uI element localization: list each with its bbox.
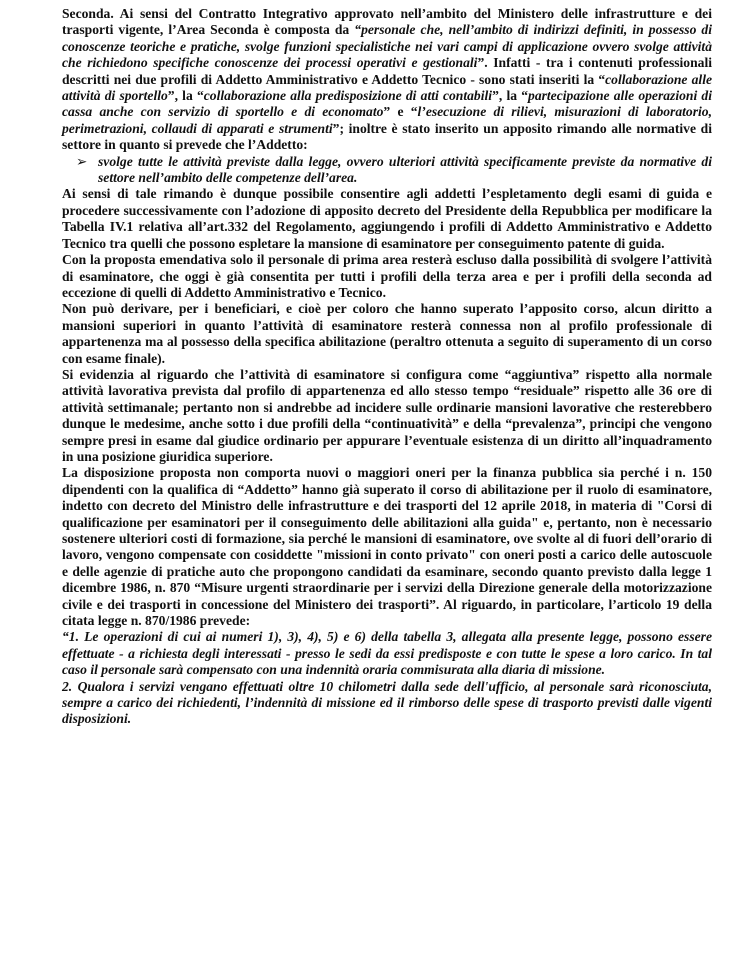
arrow-bullet-icon: ➢	[76, 153, 88, 169]
text-run: ” e “	[383, 104, 418, 120]
text-run: ”; inoltre è stato inserito un apposito rimando alle normative di settore in quanto si prevede che l’Addetto:	[62, 120, 712, 153]
quote-article-2: 2. Qualora i servizi vengano effettuati oltre 10 chilometri dalla sede dell'ufficio, al personale sarà riconosciuta, sempre a carico dei richiedenti, l’indennità di missione ed il rimborso delle spese di trasporto previsti dalle vigenti disposizioni.	[62, 678, 712, 727]
paragraph-beneficiari: Non può derivare, per i beneficiari, e cioè per coloro che hanno superato l’apposito corso, alcun diritto a mansioni superiori in quanto l’attività di esaminatore resterà connessa non al profilo professionale di appartenenza ma al possesso della specifica abilitazione (peraltro ottenuta a seguito di superamento di un corso con esame finale).	[62, 301, 712, 366]
text-run: ”. Infatti - tra i contenuti professionali descritti nei due profili di Addetto Amministrativo e Addetto Tecnico - sono stati inseriti la “	[62, 55, 713, 87]
bullet-item	[62, 154, 712, 187]
quote-run: l’esecuzione di rilievi, misurazioni di laboratorio, perimetrazioni, collaudi di apparati e strumenti	[62, 104, 712, 136]
quote-run: collaborazione alle attività di sportello	[62, 71, 712, 104]
document-page	[62, 6, 712, 728]
quote-article-1: “1. Le operazioni di cui ai numeri 1), 3), 4), 5) e 6) della tabella 3, allegata alla presente legge, possono essere effettuate - a richiesta degli interessati - presso le sedi da essi predisposte e con tutte le spese a loro carico. In tal caso il personale sarà compensato con una indennità oraria commisurata alla diaria di missione.	[62, 629, 712, 678]
text-run: ”, la “	[492, 88, 529, 104]
quote-run: collaborazione alla predisposizione di atti contabili	[203, 88, 493, 104]
paragraph-rimando: Ai sensi di tale rimando è dunque possibile consentire agli addetti l’espletamento degli esami di guida e procedere successivamente con l’adozione di apposito decreto del Presidente della Repubblica per modificare la Tabella IV.1 relativa all’art.332 del Regolamento, aggiungendo i profili di Addetto Amministrativo e Addetto Tecnico tra quelli che possono espletare la mansione di esaminatore per conseguimento patente di guida.	[62, 186, 712, 251]
text-run: ”, la “	[167, 88, 204, 104]
bullet-text: svolge tutte le attività previste dalla legge, ovvero ulteriori attività specificamente previste da normative di settore nell’ambito delle competenze dell’area.	[98, 153, 712, 186]
paragraph-area-seconda	[62, 6, 712, 154]
paragraph-aggiuntiva: Si evidenzia al riguardo che l’attività di esaminatore si configura come “aggiuntiva” rispetto alla normale attività lavorativa prevista dal profilo di appartenenza ed allo stesso tempo “residuale” rispetto alle 36 ore di attività settimanale; pertanto non si andrebbe ad incidere sulle ordinarie mansioni lavorative che resterebbero dunque le medesime, anche sotto i due profili della “continuatività” e della “prevalenza”, principi che vengono sempre presi in esame dal giudice ordinario per appurare l’eventuale esistenza di un diritto all’inquadramento in una posizione giuridica superiore.	[62, 366, 712, 464]
paragraph-proposta: Con la proposta emendativa solo il personale di prima area resterà escluso dalla possibilità di svolgere l’attività di esaminatore, che oggi è già consentita per tutti i profili della terza area e per i profili della seconda ad eccezione di quelli di Addetto Amministrativo e Tecnico.	[62, 252, 712, 300]
quote-run: “personale che, nell’ambito di indirizzi definiti, in possesso di conoscenze teoriche e pratiche, svolge funzioni specialistiche nei vari campi di applicazione ovvero svolge attività che richiedono specifiche conoscenze dei processi operativi e gestionali	[62, 22, 713, 71]
paragraph-oneri: La disposizione proposta non comporta nuovi o maggiori oneri per la finanza pubblica sia perché i n. 150 dipendenti con la qualifica di “Addetto” hanno già superato il corso di abilitazione per il ruolo di esaminatore, indetto con decreto del Ministro delle infrastrutture e dei trasporti del 12 aprile 2018, in materia di "Corsi di qualificazione per esaminatori per il conseguimento delle abilitazioni alla guida" e, pertanto, non è necessario sostenere ulteriori costi di formazione, sia perché le mansioni di esaminatore, ove svolte al di fuori dell’orario di lavoro, vengono compensate con cosiddette "missioni in conto privato" con oneri posti a carico delle autoscuole e delle agenzie di pratiche auto che propongono candidati da esaminare, secondo quanto previsto dalla legge 1 dicembre 1986, n. 870 “Misure urgenti straordinarie per i servizi della Direzione generale della motorizzazione civile e dei trasporti in concessione del Ministero dei trasporti”. Al riguardo, in particolare, l’articolo 19 della citata legge n. 870/1986 prevede:	[62, 465, 712, 629]
quote-run: partecipazione alle operazioni di cassa anche con servizio di sportello e di economato	[62, 88, 713, 120]
text-run: Seconda. Ai sensi del Contratto Integrativo approvato nell’ambito del Ministero delle infrastrutture e dei trasporti vigente, l’Area Seconda è composta da	[62, 6, 712, 38]
